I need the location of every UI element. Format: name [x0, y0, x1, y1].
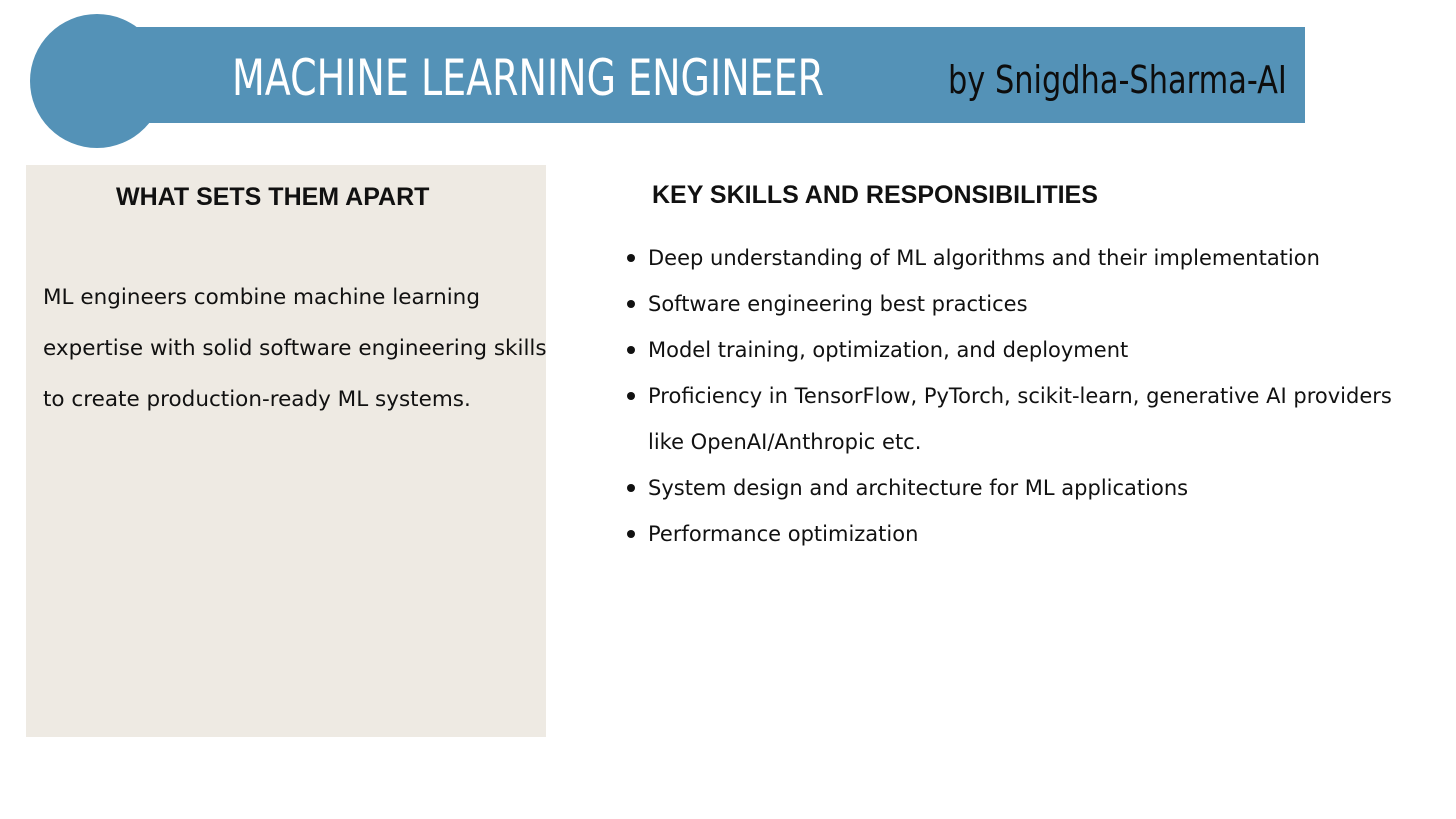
key-skills-heading: KEY SKILLS AND RESPONSIBILITIES — [652, 181, 1098, 209]
key-skills-list — [624, 235, 1424, 557]
skill-list-item: System design and architecture for ML applications — [624, 465, 1424, 511]
skill-list-item: Proficiency in TensorFlow, PyTorch, scikit-learn, generative AI providers like OpenAI/Anthropic etc. — [624, 373, 1424, 465]
skill-list-item: Deep understanding of ML algorithms and their implementation — [624, 235, 1424, 281]
what-sets-them-apart-panel — [26, 165, 546, 737]
what-sets-them-apart-heading: WHAT SETS THEM APART — [116, 183, 430, 211]
skill-list-item: Software engineering best practices — [624, 281, 1424, 327]
what-sets-them-apart-text: ML engineers combine machine learning expertise with solid software engineering skills to create production-ready ML systems. — [43, 285, 547, 412]
skill-list-item: Model training, optimization, and deployment — [624, 327, 1424, 373]
page-title: MACHINE LEARNING ENGINEER — [232, 49, 825, 107]
author-credit: by Snigdha-Sharma-AI — [948, 58, 1287, 102]
skill-list-item: Performance optimization — [624, 511, 1424, 557]
